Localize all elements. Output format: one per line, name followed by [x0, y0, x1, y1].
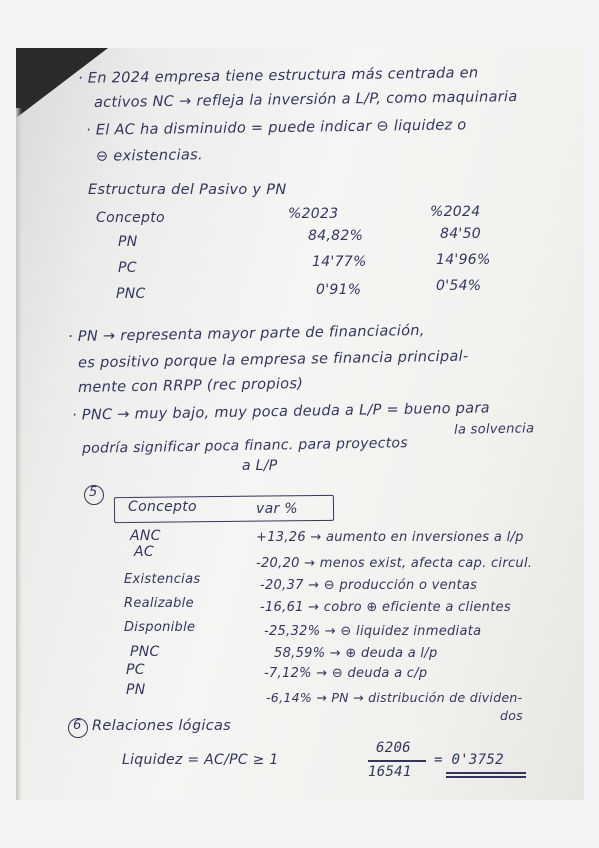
- result-underline-2: [446, 776, 526, 778]
- structure-header-concept: Concepto: [96, 210, 165, 226]
- variation-row-disponible-concept: Disponible: [124, 620, 196, 635]
- variation-row-pn-value: -6,14% → PN → distribución de dividen-: [266, 690, 523, 705]
- variation-row-realizable-concept: Realizable: [124, 596, 194, 611]
- intro-line-1: · En 2024 empresa tiene estructura más centrada en: [77, 65, 479, 87]
- variation-row-pnc-value: 58,59% → ⊕ deuda a l/p: [274, 646, 438, 661]
- section-6-title: Relaciones lógicas: [92, 718, 232, 734]
- variation-row-disponible-value: -25,32% → ⊖ liquidez inmediata: [264, 624, 482, 639]
- liquidity-result: = 0'3752: [434, 752, 504, 768]
- intro-line-3: · El AC ha disminuido = puede indicar ⊖ liquidez o: [85, 117, 467, 139]
- variation-row-existencias-value: -20,37 → ⊖ producción o ventas: [260, 578, 478, 593]
- variation-header-concept: Concepto: [128, 499, 197, 515]
- note-line-4b: la solvencia: [453, 421, 535, 438]
- note-line-4: · PNC → muy bajo, muy poca deuda a L/P = bueno para: [71, 400, 490, 424]
- variation-row-anc-concept: ANC: [130, 528, 161, 544]
- note-line-6: a L/P: [242, 458, 278, 474]
- intro-line-2: activos NC → refleja la inversión a L/P, como maquinaria: [93, 89, 518, 111]
- liquidity-numerator: 6206: [376, 740, 411, 756]
- variation-row-pc-value: -7,12% → ⊖ deuda a c/p: [264, 666, 428, 681]
- structure-row-pn-concept: PN: [118, 234, 138, 250]
- note-line-5: podría significar poca financ. para proyectos: [81, 435, 409, 457]
- variation-row-pn-concept: PN: [126, 682, 146, 698]
- variation-row-pn-continuation: dos: [500, 708, 523, 723]
- variation-row-anc-value: +13,26 → aumento en inversiones a l/p: [256, 530, 524, 545]
- structure-row-pc-concept: PC: [118, 260, 137, 276]
- variation-row-pnc-concept: PNC: [130, 644, 160, 660]
- variation-row-pc-concept: PC: [126, 662, 145, 678]
- structure-header-2024: %2024: [430, 204, 481, 220]
- photo-shadow: [16, 48, 108, 118]
- structure-row-pc-2023: 14'77%: [312, 254, 367, 270]
- variation-row-ac-concept: AC: [134, 544, 154, 560]
- structure-row-pnc-concept: PNC: [116, 286, 146, 302]
- liquidity-formula: Liquidez = AC/PC ≥ 1: [122, 752, 279, 768]
- structure-header-2023: %2023: [288, 206, 339, 222]
- result-underline-1: [446, 772, 526, 774]
- document-photo: [16, 48, 584, 800]
- structure-row-pn-2024: 84'50: [440, 226, 481, 242]
- note-line-3: mente con RRPP (rec propios): [77, 376, 304, 396]
- section-6-number: 6: [73, 718, 82, 733]
- variation-row-existencias-concept: Existencias: [124, 572, 201, 587]
- note-line-1: · PN → representa mayor parte de financiación,: [67, 322, 425, 346]
- liquidity-denominator: 16541: [368, 764, 412, 780]
- fraction-bar: [368, 760, 426, 762]
- structure-row-pc-2024: 14'96%: [436, 252, 491, 268]
- notebook-page: [16, 48, 584, 800]
- structure-title: Estructura del Pasivo y PN: [88, 182, 287, 198]
- note-line-2: es positivo porque la empresa se financia principal-: [77, 348, 469, 372]
- intro-line-4: ⊖ existencias.: [95, 147, 203, 165]
- structure-row-pnc-2024: 0'54%: [436, 278, 482, 294]
- structure-row-pn-2023: 84,82%: [308, 228, 364, 244]
- variation-header-var: var %: [256, 501, 298, 517]
- variation-row-ac-value: -20,20 → menos exist, afecta cap. circul.: [256, 556, 533, 571]
- section-5-number: 5: [89, 485, 98, 500]
- structure-row-pnc-2023: 0'91%: [316, 282, 362, 298]
- variation-row-realizable-value: -16,61 → cobro ⊕ eficiente a clientes: [260, 600, 511, 615]
- page-edge: [16, 108, 22, 800]
